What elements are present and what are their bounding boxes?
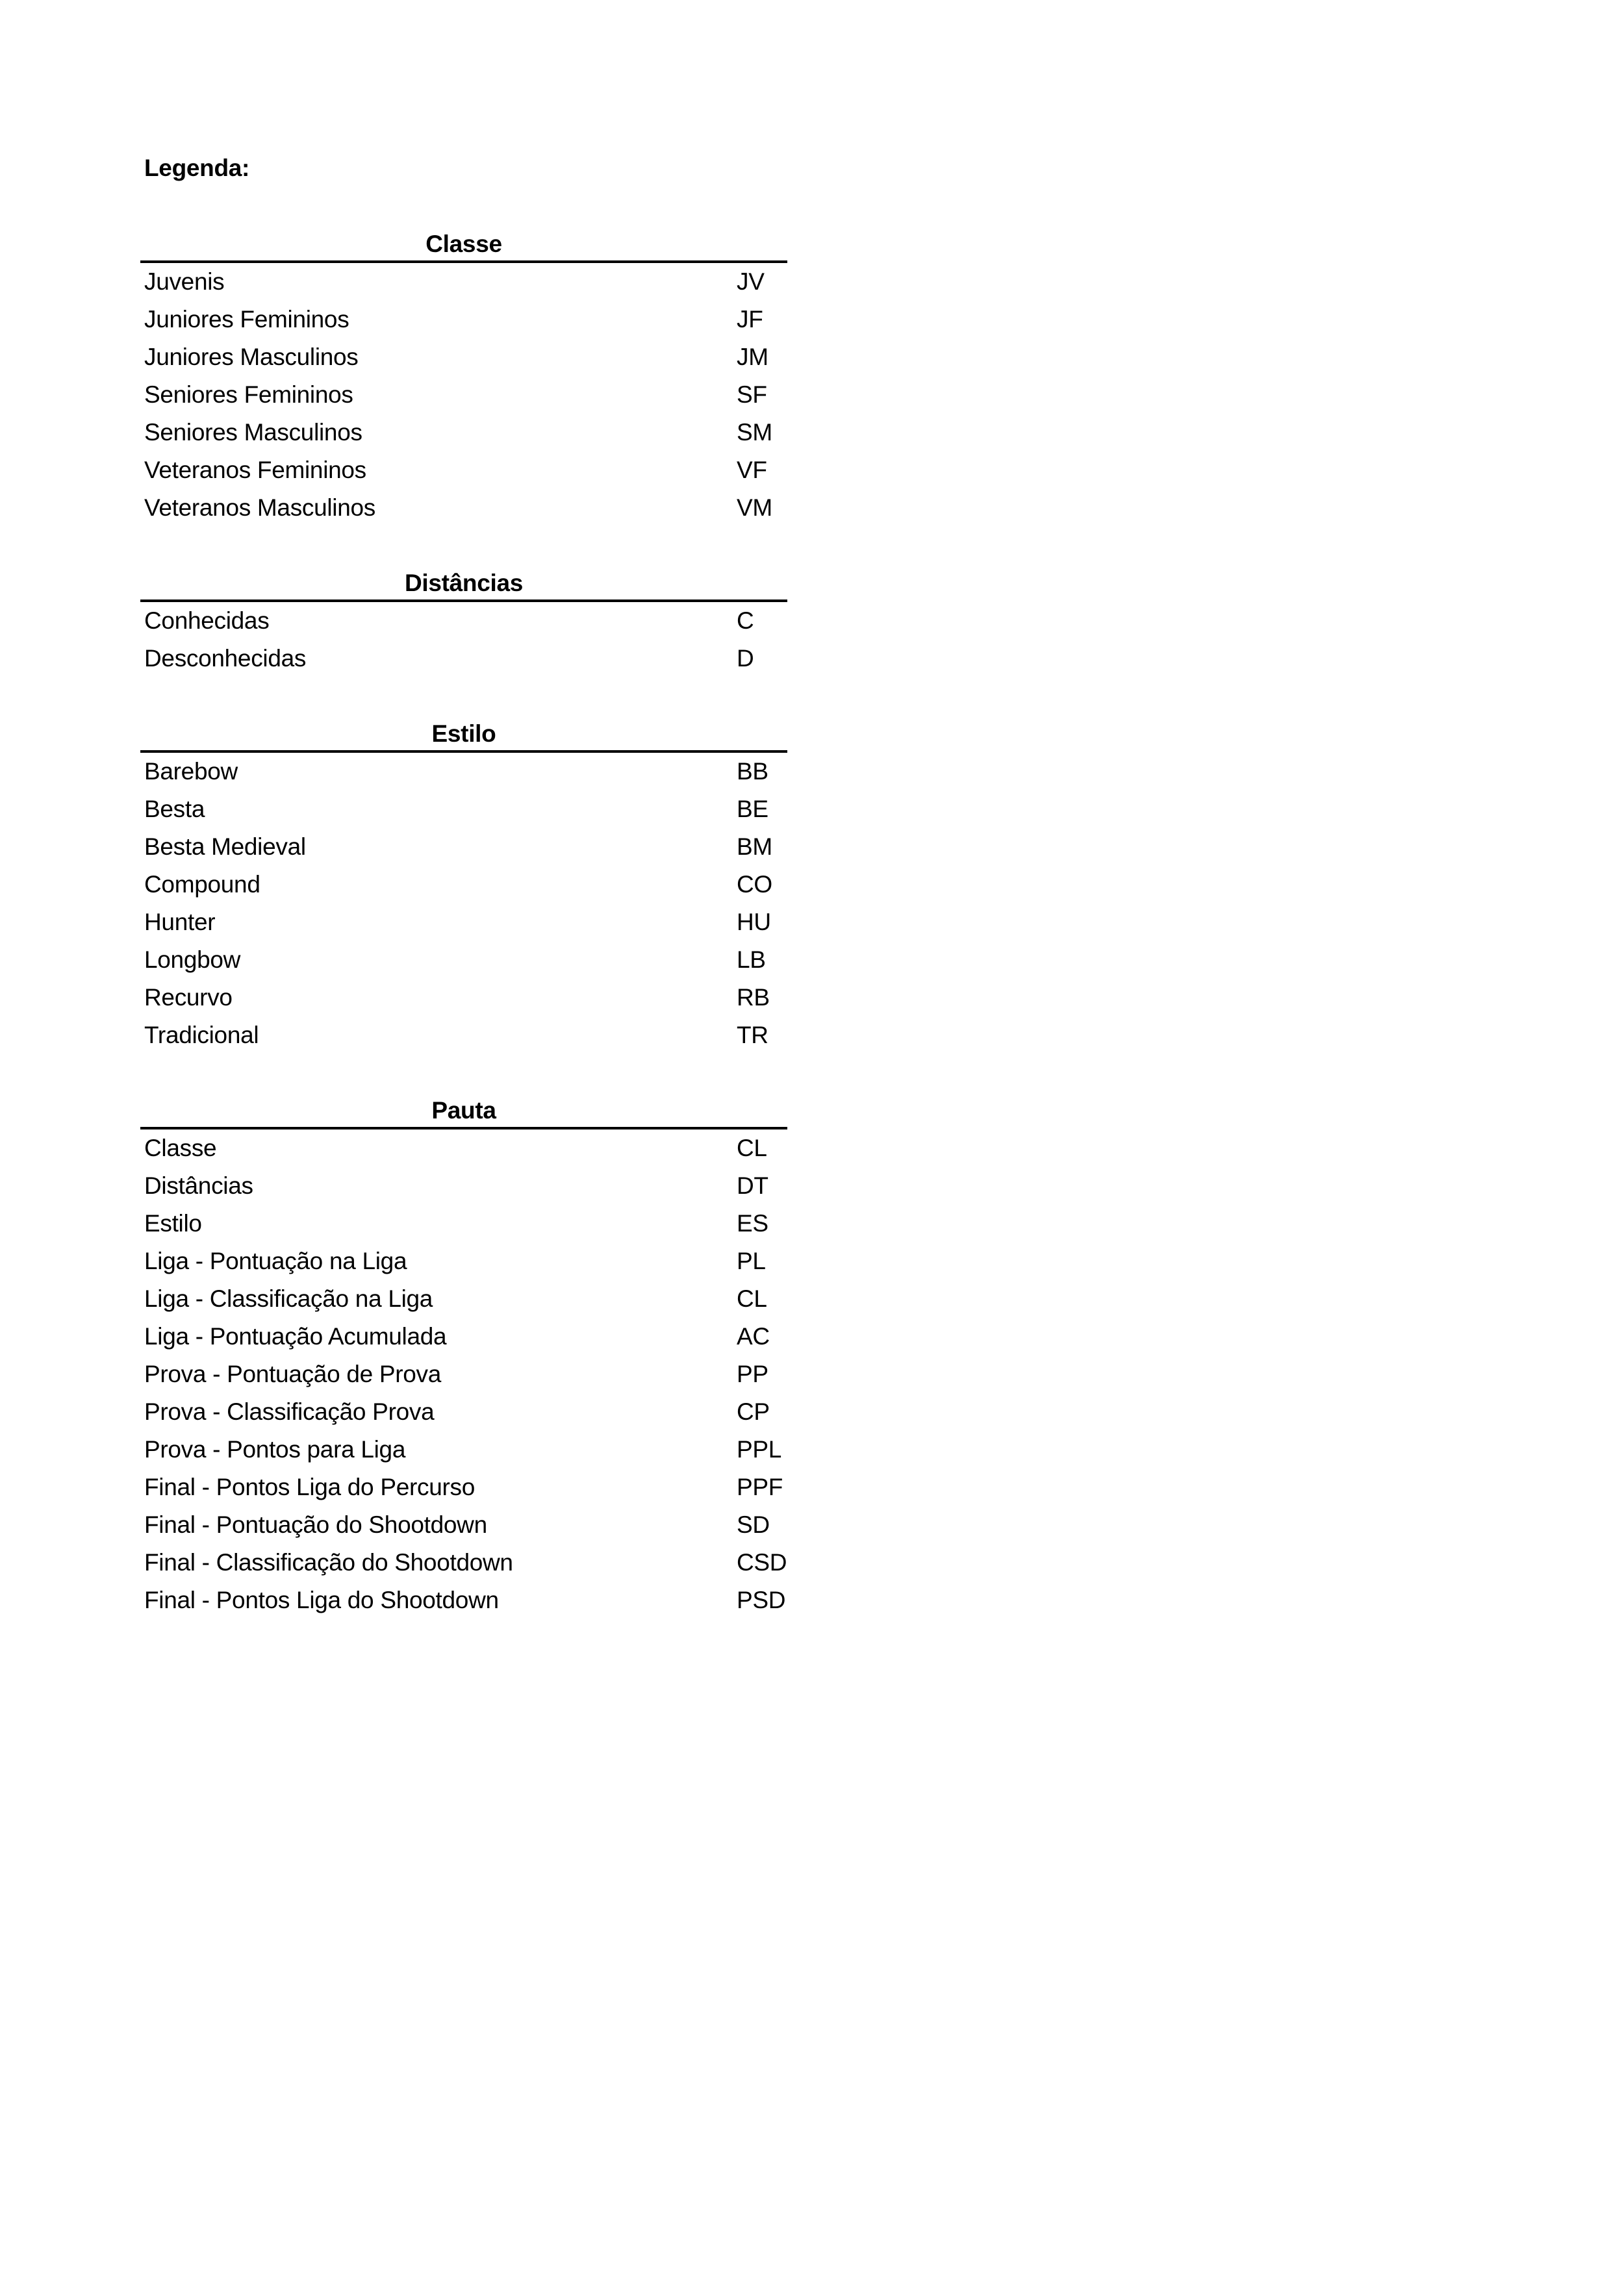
table-row	[140, 1318, 787, 1356]
row-code: DT	[737, 1172, 768, 1199]
table-row	[140, 376, 787, 414]
row-name: Liga - Pontuação Acumulada	[144, 1323, 447, 1350]
section-header-pauta	[140, 1093, 787, 1129]
row-code: PL	[737, 1248, 766, 1274]
table-row	[140, 1205, 787, 1243]
table-row	[140, 1129, 787, 1167]
table-row	[140, 1016, 787, 1054]
row-name: Classe	[144, 1135, 217, 1161]
table-row	[140, 1393, 787, 1431]
row-code: VM	[737, 494, 772, 521]
row-code: JM	[737, 344, 768, 370]
row-name: Longbow	[144, 946, 241, 973]
section-header-label: Classe	[425, 231, 502, 257]
row-name: Tradicional	[144, 1022, 259, 1048]
section-distancias	[140, 566, 787, 677]
row-code: CP	[737, 1398, 770, 1425]
section-header-label: Estilo	[431, 720, 496, 747]
table-row	[140, 1243, 787, 1280]
row-code: BM	[737, 833, 772, 860]
table-row	[140, 1167, 787, 1205]
row-code: CSD	[737, 1549, 787, 1576]
row-code: VF	[737, 457, 767, 483]
row-name: Seniores Masculinos	[144, 419, 362, 446]
row-code: PP	[737, 1361, 768, 1387]
row-name: Besta	[144, 796, 205, 822]
section-estilo	[140, 716, 787, 1054]
table-row	[140, 790, 787, 828]
section-header-classe	[140, 227, 787, 263]
table-row	[140, 941, 787, 979]
row-name: Final - Pontos Liga do Shootdown	[144, 1587, 499, 1613]
row-code: CO	[737, 871, 772, 898]
row-code: BB	[737, 758, 768, 785]
table-row	[140, 1431, 787, 1469]
row-code: SD	[737, 1511, 770, 1538]
section-classe	[140, 227, 787, 527]
table-row	[140, 414, 787, 451]
row-name: Juniores Femininos	[144, 306, 349, 333]
table-row	[140, 263, 787, 301]
section-header-estilo	[140, 716, 787, 753]
table-row	[140, 1544, 787, 1582]
row-name: Liga - Classificação na Liga	[144, 1285, 433, 1312]
table-row	[140, 1356, 787, 1393]
row-name: Distâncias	[144, 1172, 253, 1199]
row-name: Besta Medieval	[144, 833, 306, 860]
row-name: Veteranos Femininos	[144, 457, 366, 483]
section-header-label: Pauta	[431, 1097, 496, 1124]
row-code: SM	[737, 419, 772, 446]
row-code: JV	[737, 268, 765, 295]
row-code: PPL	[737, 1436, 782, 1463]
section-header-distancias	[140, 566, 787, 602]
row-name: Compound	[144, 871, 260, 898]
row-name: Juniores Masculinos	[144, 344, 359, 370]
row-code: C	[737, 607, 754, 634]
legend-title: Legenda:	[144, 155, 250, 181]
section-pauta	[140, 1093, 787, 1619]
row-code: PSD	[737, 1587, 786, 1613]
row-name: Estilo	[144, 1210, 202, 1237]
row-code: LB	[737, 946, 766, 973]
row-code: RB	[737, 984, 770, 1011]
row-code: JF	[737, 306, 763, 333]
table-row	[140, 1469, 787, 1506]
table-row	[140, 903, 787, 941]
row-code: BE	[737, 796, 768, 822]
row-name: Prova - Pontuação de Prova	[144, 1361, 442, 1387]
row-name: Hunter	[144, 909, 216, 935]
table-row	[140, 451, 787, 489]
row-name: Final - Classificação do Shootdown	[144, 1549, 513, 1576]
table-row	[140, 866, 787, 903]
row-name: Veteranos Masculinos	[144, 494, 375, 521]
row-name: Recurvo	[144, 984, 233, 1011]
row-name: Final - Pontos Liga do Percurso	[144, 1474, 475, 1500]
row-code: CL	[737, 1285, 767, 1312]
table-row	[140, 753, 787, 790]
table-row	[140, 1506, 787, 1544]
section-header-label: Distâncias	[404, 570, 524, 596]
row-code: TR	[737, 1022, 768, 1048]
table-row	[140, 301, 787, 338]
row-code: SF	[737, 381, 767, 408]
row-name: Barebow	[144, 758, 238, 785]
table-row	[140, 489, 787, 527]
row-code: PPF	[737, 1474, 783, 1500]
row-name: Prova - Pontos para Liga	[144, 1436, 406, 1463]
row-code: AC	[737, 1323, 770, 1350]
table-row	[140, 602, 787, 640]
table-row	[140, 1280, 787, 1318]
row-name: Conhecidas	[144, 607, 270, 634]
table-row	[140, 828, 787, 866]
row-code: HU	[737, 909, 771, 935]
row-name: Desconhecidas	[144, 645, 307, 672]
table-row	[140, 1582, 787, 1619]
row-name: Juvenis	[144, 268, 225, 295]
row-code: CL	[737, 1135, 767, 1161]
row-code: ES	[737, 1210, 768, 1237]
row-name: Prova - Classificação Prova	[144, 1398, 435, 1425]
row-code: D	[737, 645, 754, 672]
row-name: Liga - Pontuação na Liga	[144, 1248, 407, 1274]
table-row	[140, 338, 787, 376]
row-name: Final - Pontuação do Shootdown	[144, 1511, 487, 1538]
row-name: Seniores Femininos	[144, 381, 353, 408]
table-row	[140, 979, 787, 1016]
table-row	[140, 640, 787, 677]
